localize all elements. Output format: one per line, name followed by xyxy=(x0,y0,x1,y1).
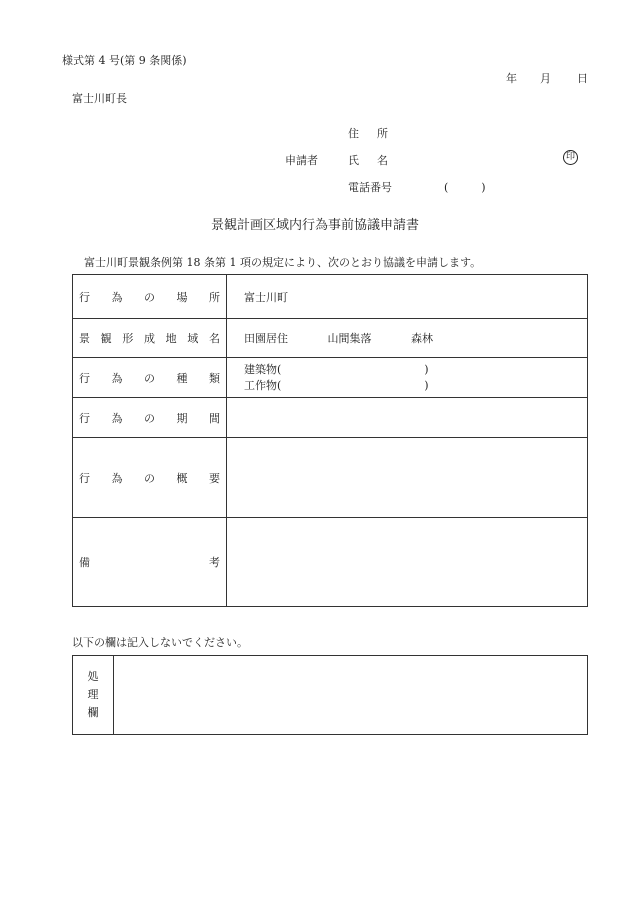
summary-value[interactable] xyxy=(227,438,588,518)
applicant-role: 申請者 xyxy=(285,154,318,167)
table-row xyxy=(73,438,588,518)
row-label: 行為の概要 xyxy=(73,438,227,518)
period-value[interactable] xyxy=(227,398,588,438)
kind-values xyxy=(227,358,588,398)
row-label: 景観形成地域名 xyxy=(73,319,227,358)
seal-mark: 印 xyxy=(563,150,578,165)
application-table xyxy=(72,274,588,607)
form-number: 様式第 4 号(第 9 条関係) xyxy=(62,54,187,67)
document-title: 景観計画区域内行為事前協議申請書 xyxy=(210,218,419,233)
table-row xyxy=(73,358,588,398)
office-use-table xyxy=(72,655,588,735)
table-row xyxy=(73,518,588,607)
row-label: 行為の期間 xyxy=(73,398,227,438)
phone-label: 電話番号 xyxy=(348,181,392,194)
kind-building[interactable]: 建築物( ) xyxy=(244,362,429,376)
kind-structure[interactable]: 工作物( ) xyxy=(244,378,429,392)
date-month: 月 xyxy=(540,72,551,85)
area-option[interactable]: 山間集落 xyxy=(327,332,372,345)
table-row xyxy=(73,398,588,438)
office-label-char: 処 xyxy=(87,670,99,683)
area-option[interactable]: 森林 xyxy=(411,332,433,345)
office-area xyxy=(114,656,588,735)
addressee: 富士川町長 xyxy=(72,92,127,105)
table-row xyxy=(73,319,588,358)
office-note: 以下の欄は記入しないでください。 xyxy=(72,636,248,649)
area-options xyxy=(227,319,588,358)
remarks-value[interactable] xyxy=(227,518,588,607)
office-label-char: 理 xyxy=(87,688,99,701)
office-label-char: 欄 xyxy=(87,706,99,719)
row-label: 備考 xyxy=(73,518,227,607)
date-year: 年 xyxy=(506,72,517,85)
row-label: 行為の場所 xyxy=(73,275,227,319)
area-option[interactable]: 田園居住 xyxy=(244,332,288,345)
date-day: 日 xyxy=(577,72,588,85)
phone-paren: ( ) xyxy=(444,181,486,194)
intro-text: 富士川町景観条例第 18 条第 1 項の規定により、次のとおり協議を申請します。 xyxy=(84,256,482,269)
table-row xyxy=(73,275,588,319)
name-label: 氏名 xyxy=(348,154,406,167)
office-label xyxy=(73,656,114,735)
place-value[interactable]: 富士川町 xyxy=(227,275,588,319)
address-label: 住所 xyxy=(348,127,406,140)
row-label: 行為の種類 xyxy=(73,358,227,398)
